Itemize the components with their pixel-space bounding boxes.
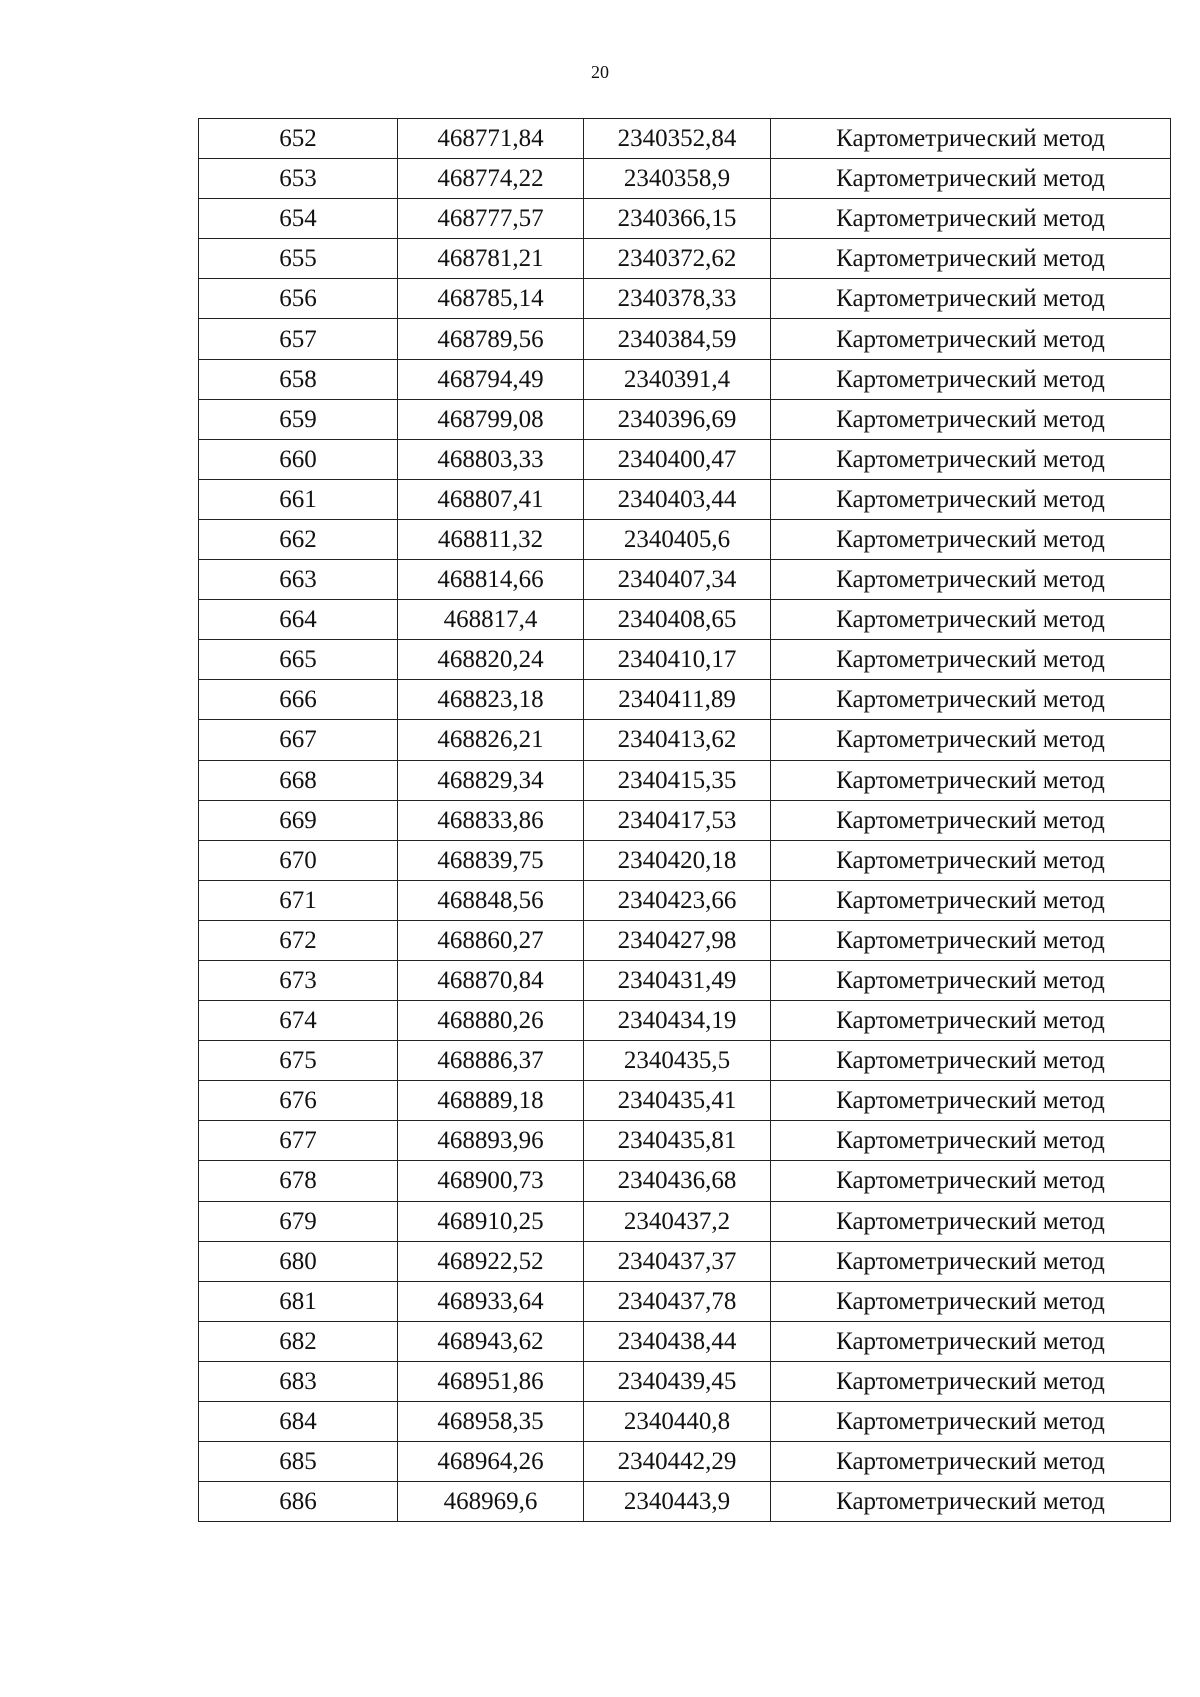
point-number-cell: 673	[199, 960, 398, 1000]
method-cell: Картометрический метод	[771, 1402, 1171, 1442]
method-cell: Картометрический метод	[771, 920, 1171, 960]
point-number-cell: 686	[199, 1482, 398, 1522]
x-coordinate-cell: 468900,73	[398, 1161, 584, 1201]
point-number-cell: 678	[199, 1161, 398, 1201]
method-cell: Картометрический метод	[771, 1321, 1171, 1361]
table-row	[199, 359, 1171, 399]
x-coordinate-cell: 468777,57	[398, 199, 584, 239]
x-coordinate-cell: 468781,21	[398, 239, 584, 279]
y-coordinate-cell: 2340384,59	[584, 319, 771, 359]
x-coordinate-cell: 468886,37	[398, 1041, 584, 1081]
table-row	[199, 1121, 1171, 1161]
point-number-cell: 680	[199, 1241, 398, 1281]
x-coordinate-cell: 468969,6	[398, 1482, 584, 1522]
method-cell: Картометрический метод	[771, 439, 1171, 479]
table-row	[199, 1321, 1171, 1361]
table-row	[199, 399, 1171, 439]
method-cell: Картометрический метод	[771, 1121, 1171, 1161]
method-cell: Картометрический метод	[771, 239, 1171, 279]
table-row	[199, 319, 1171, 359]
point-number-cell: 657	[199, 319, 398, 359]
x-coordinate-cell: 468951,86	[398, 1361, 584, 1401]
point-number-cell: 667	[199, 720, 398, 760]
method-cell: Картометрический метод	[771, 760, 1171, 800]
x-coordinate-cell: 468771,84	[398, 119, 584, 159]
point-number-cell: 679	[199, 1201, 398, 1241]
table-row	[199, 600, 1171, 640]
x-coordinate-cell: 468789,56	[398, 319, 584, 359]
table-row	[199, 640, 1171, 680]
y-coordinate-cell: 2340436,68	[584, 1161, 771, 1201]
method-cell: Картометрический метод	[771, 1001, 1171, 1041]
table-row	[199, 199, 1171, 239]
table-row	[199, 1402, 1171, 1442]
method-cell: Картометрический метод	[771, 199, 1171, 239]
point-number-cell: 660	[199, 439, 398, 479]
point-number-cell: 655	[199, 239, 398, 279]
y-coordinate-cell: 2340415,35	[584, 760, 771, 800]
y-coordinate-cell: 2340435,81	[584, 1121, 771, 1161]
method-cell: Картометрический метод	[771, 1442, 1171, 1482]
y-coordinate-cell: 2340440,8	[584, 1402, 771, 1442]
y-coordinate-cell: 2340427,98	[584, 920, 771, 960]
point-number-cell: 671	[199, 880, 398, 920]
point-number-cell: 653	[199, 159, 398, 199]
y-coordinate-cell: 2340437,2	[584, 1201, 771, 1241]
table-row	[199, 439, 1171, 479]
y-coordinate-cell: 2340423,66	[584, 880, 771, 920]
point-number-cell: 662	[199, 519, 398, 559]
x-coordinate-cell: 468803,33	[398, 439, 584, 479]
table-row	[199, 1241, 1171, 1281]
method-cell: Картометрический метод	[771, 1281, 1171, 1321]
page-number: 20	[591, 62, 609, 82]
method-cell: Картометрический метод	[771, 640, 1171, 680]
point-number-cell: 669	[199, 800, 398, 840]
y-coordinate-cell: 2340413,62	[584, 720, 771, 760]
method-cell: Картометрический метод	[771, 119, 1171, 159]
method-cell: Картометрический метод	[771, 1041, 1171, 1081]
y-coordinate-cell: 2340352,84	[584, 119, 771, 159]
method-cell: Картометрический метод	[771, 1201, 1171, 1241]
coordinates-table-body	[199, 119, 1171, 1522]
method-cell: Картометрический метод	[771, 1241, 1171, 1281]
method-cell: Картометрический метод	[771, 279, 1171, 319]
x-coordinate-cell: 468958,35	[398, 1402, 584, 1442]
table-row	[199, 119, 1171, 159]
table-row	[199, 560, 1171, 600]
table-row	[199, 920, 1171, 960]
point-number-cell: 676	[199, 1081, 398, 1121]
y-coordinate-cell: 2340438,44	[584, 1321, 771, 1361]
y-coordinate-cell: 2340366,15	[584, 199, 771, 239]
x-coordinate-cell: 468933,64	[398, 1281, 584, 1321]
point-number-cell: 682	[199, 1321, 398, 1361]
method-cell: Картометрический метод	[771, 1361, 1171, 1401]
point-number-cell: 661	[199, 479, 398, 519]
x-coordinate-cell: 468820,24	[398, 640, 584, 680]
table-row	[199, 1482, 1171, 1522]
x-coordinate-cell: 468814,66	[398, 560, 584, 600]
point-number-cell: 659	[199, 399, 398, 439]
y-coordinate-cell: 2340420,18	[584, 840, 771, 880]
table-row	[199, 880, 1171, 920]
table-row	[199, 479, 1171, 519]
y-coordinate-cell: 2340435,41	[584, 1081, 771, 1121]
y-coordinate-cell: 2340408,65	[584, 600, 771, 640]
point-number-cell: 685	[199, 1442, 398, 1482]
x-coordinate-cell: 468910,25	[398, 1201, 584, 1241]
x-coordinate-cell: 468807,41	[398, 479, 584, 519]
x-coordinate-cell: 468880,26	[398, 1001, 584, 1041]
y-coordinate-cell: 2340434,19	[584, 1001, 771, 1041]
method-cell: Картометрический метод	[771, 960, 1171, 1000]
y-coordinate-cell: 2340417,53	[584, 800, 771, 840]
table-row	[199, 800, 1171, 840]
method-cell: Картометрический метод	[771, 800, 1171, 840]
y-coordinate-cell: 2340437,78	[584, 1281, 771, 1321]
point-number-cell: 684	[199, 1402, 398, 1442]
point-number-cell: 674	[199, 1001, 398, 1041]
y-coordinate-cell: 2340407,34	[584, 560, 771, 600]
point-number-cell: 672	[199, 920, 398, 960]
method-cell: Картометрический метод	[771, 720, 1171, 760]
x-coordinate-cell: 468860,27	[398, 920, 584, 960]
method-cell: Картометрический метод	[771, 600, 1171, 640]
y-coordinate-cell: 2340437,37	[584, 1241, 771, 1281]
point-number-cell: 663	[199, 560, 398, 600]
x-coordinate-cell: 468829,34	[398, 760, 584, 800]
method-cell: Картометрический метод	[771, 880, 1171, 920]
y-coordinate-cell: 2340439,45	[584, 1361, 771, 1401]
x-coordinate-cell: 468922,52	[398, 1241, 584, 1281]
point-number-cell: 652	[199, 119, 398, 159]
method-cell: Картометрический метод	[771, 159, 1171, 199]
x-coordinate-cell: 468943,62	[398, 1321, 584, 1361]
table-row	[199, 840, 1171, 880]
point-number-cell: 665	[199, 640, 398, 680]
x-coordinate-cell: 468799,08	[398, 399, 584, 439]
y-coordinate-cell: 2340391,4	[584, 359, 771, 399]
y-coordinate-cell: 2340358,9	[584, 159, 771, 199]
x-coordinate-cell: 468785,14	[398, 279, 584, 319]
x-coordinate-cell: 468794,49	[398, 359, 584, 399]
point-number-cell: 654	[199, 199, 398, 239]
table-row	[199, 1161, 1171, 1201]
table-row	[199, 960, 1171, 1000]
table-row	[199, 239, 1171, 279]
coordinates-table	[198, 118, 1171, 1522]
y-coordinate-cell: 2340378,33	[584, 279, 771, 319]
table-row	[199, 519, 1171, 559]
y-coordinate-cell: 2340405,6	[584, 519, 771, 559]
x-coordinate-cell: 468964,26	[398, 1442, 584, 1482]
point-number-cell: 683	[199, 1361, 398, 1401]
method-cell: Картометрический метод	[771, 1081, 1171, 1121]
x-coordinate-cell: 468839,75	[398, 840, 584, 880]
x-coordinate-cell: 468774,22	[398, 159, 584, 199]
x-coordinate-cell: 468817,4	[398, 600, 584, 640]
y-coordinate-cell: 2340396,69	[584, 399, 771, 439]
y-coordinate-cell: 2340435,5	[584, 1041, 771, 1081]
y-coordinate-cell: 2340403,44	[584, 479, 771, 519]
x-coordinate-cell: 468826,21	[398, 720, 584, 760]
x-coordinate-cell: 468870,84	[398, 960, 584, 1000]
table-row	[199, 680, 1171, 720]
point-number-cell: 656	[199, 279, 398, 319]
table-row	[199, 720, 1171, 760]
method-cell: Картометрический метод	[771, 479, 1171, 519]
method-cell: Картометрический метод	[771, 319, 1171, 359]
method-cell: Картометрический метод	[771, 1482, 1171, 1522]
table-row	[199, 1201, 1171, 1241]
method-cell: Картометрический метод	[771, 519, 1171, 559]
y-coordinate-cell: 2340410,17	[584, 640, 771, 680]
x-coordinate-cell: 468823,18	[398, 680, 584, 720]
y-coordinate-cell: 2340431,49	[584, 960, 771, 1000]
point-number-cell: 658	[199, 359, 398, 399]
y-coordinate-cell: 2340411,89	[584, 680, 771, 720]
table-row	[199, 1281, 1171, 1321]
method-cell: Картометрический метод	[771, 560, 1171, 600]
y-coordinate-cell: 2340443,9	[584, 1482, 771, 1522]
table-row	[199, 279, 1171, 319]
y-coordinate-cell: 2340400,47	[584, 439, 771, 479]
x-coordinate-cell: 468811,32	[398, 519, 584, 559]
method-cell: Картометрический метод	[771, 840, 1171, 880]
method-cell: Картометрический метод	[771, 359, 1171, 399]
point-number-cell: 681	[199, 1281, 398, 1321]
method-cell: Картометрический метод	[771, 399, 1171, 439]
point-number-cell: 664	[199, 600, 398, 640]
table-row	[199, 1442, 1171, 1482]
point-number-cell: 670	[199, 840, 398, 880]
x-coordinate-cell: 468833,86	[398, 800, 584, 840]
table-row	[199, 760, 1171, 800]
point-number-cell: 666	[199, 680, 398, 720]
table-row	[199, 1001, 1171, 1041]
x-coordinate-cell: 468889,18	[398, 1081, 584, 1121]
x-coordinate-cell: 468848,56	[398, 880, 584, 920]
table-row	[199, 1041, 1171, 1081]
y-coordinate-cell: 2340442,29	[584, 1442, 771, 1482]
table-row	[199, 1361, 1171, 1401]
point-number-cell: 668	[199, 760, 398, 800]
method-cell: Картометрический метод	[771, 680, 1171, 720]
method-cell: Картометрический метод	[771, 1161, 1171, 1201]
table-row	[199, 159, 1171, 199]
point-number-cell: 675	[199, 1041, 398, 1081]
point-number-cell: 677	[199, 1121, 398, 1161]
y-coordinate-cell: 2340372,62	[584, 239, 771, 279]
x-coordinate-cell: 468893,96	[398, 1121, 584, 1161]
table-row	[199, 1081, 1171, 1121]
